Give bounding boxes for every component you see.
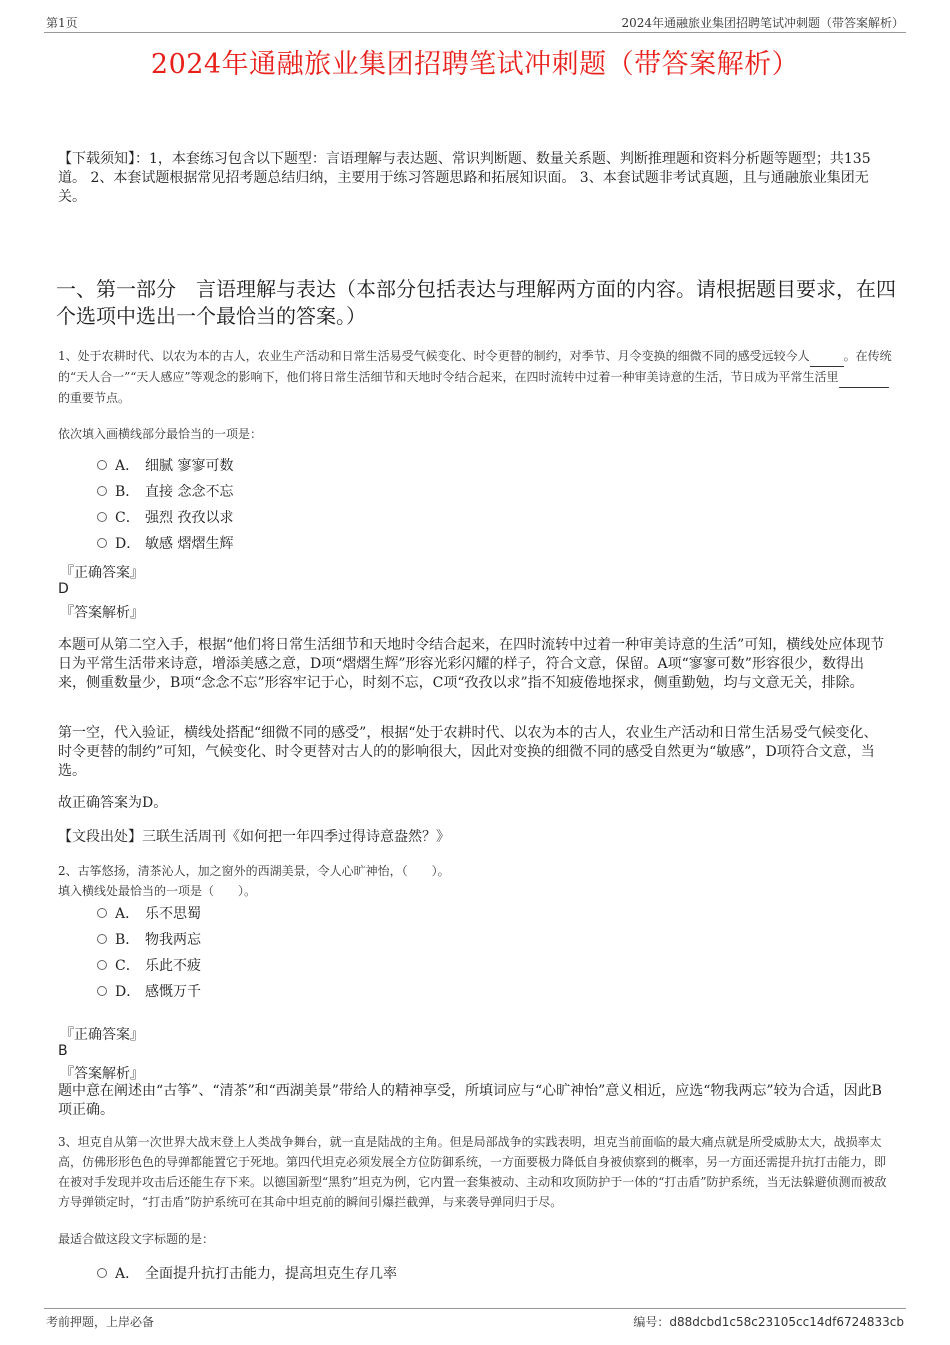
radio-icon[interactable] xyxy=(97,512,107,522)
footer-divider xyxy=(44,1308,906,1309)
question-1-prompt: 依次填入画横线部分最恰当的一项是： xyxy=(58,427,263,441)
q1-option-a[interactable]: A． 细腻 寥寥可数 xyxy=(97,456,233,476)
radio-icon[interactable] xyxy=(97,908,107,918)
q1-analysis-2: 第一空，代入验证，横线处搭配“细微不同的感受”，根据“处于农耕时代、以农为本的古人，农业生产活动和日常生活易受气候变化、时令更替的制约”可知，气候变化、时令更替对古人的的影响很大，因此对变换的细微不同的感受自然更为“敏感”，D项符合文意，当选。 xyxy=(58,725,878,779)
page-number: 第1页 xyxy=(46,16,78,30)
question-1-stem: 1、处于农耕时代、以农为本的古人，农业生产活动和日常生活易受气候变化、时令更替的制约，对季节、月令变换的细微不同的感受远较今人 。在传统的“天人合一”“天人感应”等观念的影响下，他们将日常生活细节和天地时令结合起来，在四时流转中过着一种审美诗意的生活，节日成为平常生活里 的重要节点。 xyxy=(58,346,894,408)
q2-answer: B xyxy=(58,1043,68,1059)
q2-option-a[interactable]: A． 乐不思蜀 xyxy=(97,904,201,924)
q1-option-b[interactable]: B． 直接 念念不忘 xyxy=(97,482,233,502)
q2-option-d[interactable]: D． 感慨万千 xyxy=(97,982,201,1002)
question-2-stem: 2、古筝悠扬，清茶沁人，加之窗外的西湖美景，令人心旷神怡，（ ）。 xyxy=(58,864,450,878)
page-title: 2024年通融旅业集团招聘笔试冲刺题（带答案解析） xyxy=(150,49,800,80)
q2-correct-label: 『正确答案』 xyxy=(60,1027,144,1043)
q2-option-b[interactable]: B． 物我两忘 xyxy=(97,930,201,950)
q2-analysis: 题中意在阐述由“古筝”、“清茶”和“西湖美景”带给人的精神享受，所填词应与“心旷神怡”意义相近，应选“物我两忘”较为合适，因此B项正确。 xyxy=(58,1083,882,1118)
q1-option-c[interactable]: C． 强烈 孜孜以求 xyxy=(97,508,233,528)
blank-2 xyxy=(839,367,889,388)
q1-answer: D xyxy=(58,581,69,597)
q1-analysis-label: 『答案解析』 xyxy=(60,605,144,621)
q3-option-a[interactable]: A． 全面提升抗打击能力，提高坦克生存几率 xyxy=(97,1264,397,1284)
q1-correct-label: 『正确答案』 xyxy=(60,565,144,581)
blank-1 xyxy=(810,346,844,367)
q1-analysis-1: 本题可从第二空入手，根据“他们将日常生活细节和天地时令结合起来，在四时流转中过着一种审美诗意的生活”可知，横线处应体现节日为平常生活带来诗意，增添美感之意，D项“熠熠生辉”形容光彩闪耀的样子，符合文意，保留。A项“寥寥可数”形容很少，数得出来，侧重数量少，B项“念念不忘”形容牢记于心，时刻不忘，C项“孜孜以求”指不知疲倦地探求，侧重勤勉，均与文意无关，排除。 xyxy=(58,637,885,691)
radio-icon[interactable] xyxy=(97,460,107,470)
radio-icon[interactable] xyxy=(97,486,107,496)
radio-icon[interactable] xyxy=(97,960,107,970)
header-divider xyxy=(44,32,906,33)
header-doc-title: 2024年通融旅业集团招聘笔试冲刺题（带答案解析） xyxy=(621,16,904,30)
q1-source: 【文段出处】三联生活周刊《如何把一年四季过得诗意盎然？》 xyxy=(58,829,450,845)
radio-icon[interactable] xyxy=(97,986,107,996)
q2-option-c[interactable]: C． 乐此不疲 xyxy=(97,956,201,976)
download-notice: 【下载须知】：1，本套练习包含以下题型：言语理解与表达题、常识判断题、数量关系题、判断推理题和资料分析题等题型；共135道。 2、本套试题根据常见招考题总结归纳，主要用于练习答题思路和拓展知识面。 3、本套试题非考试真题，且与通融旅业集团无关。 xyxy=(58,151,871,205)
radio-icon[interactable] xyxy=(97,1268,107,1278)
section-heading: 一、第一部分 言语理解与表达（本部分包括表达与理解两方面的内容。请根据题目要求，在四个选项中选出一个最恰当的答案。） xyxy=(56,277,896,328)
footer-slogan: 考前押题，上岸必备 xyxy=(46,1315,155,1329)
document-code: 编号：d88dcbd1c58c23105cc14df6724833cb xyxy=(633,1315,904,1329)
q1-analysis-3: 故正确答案为D。 xyxy=(58,795,168,811)
radio-icon[interactable] xyxy=(97,538,107,548)
question-2-prompt: 填入横线处最恰当的一项是（ ）。 xyxy=(58,884,257,898)
q2-analysis-label: 『答案解析』 xyxy=(60,1066,144,1082)
question-3-prompt: 最适合做这段文字标题的是： xyxy=(58,1232,215,1246)
question-3-stem: 3、坦克自从第一次世界大战末登上人类战争舞台，就一直是陆战的主角。但是局部战争的实践表明，坦克当前面临的最大痛点就是所受威胁太大，战损率太高，仿佛形形色色的导弹都能置它于死地。第四代坦克必须发展全方位防御系统，一方面要极力降低自身被侦察到的概率，另一方面还需提升抗打击能力，即在被对手发现并攻击后还能生存下来。以德国新型“黑豹”坦克为例，它内置一套集被动、主动和攻顶防护于一体的“打击盾”防护系统，当无法躲避侦测而被敌方导弹锁定时，“打击盾”防护系统可在其命中坦克前的瞬间引爆拦截弹，与来袭导弹同归于尽。 xyxy=(58,1135,887,1209)
radio-icon[interactable] xyxy=(97,934,107,944)
q1-option-d[interactable]: D． 敏感 熠熠生辉 xyxy=(97,534,233,554)
